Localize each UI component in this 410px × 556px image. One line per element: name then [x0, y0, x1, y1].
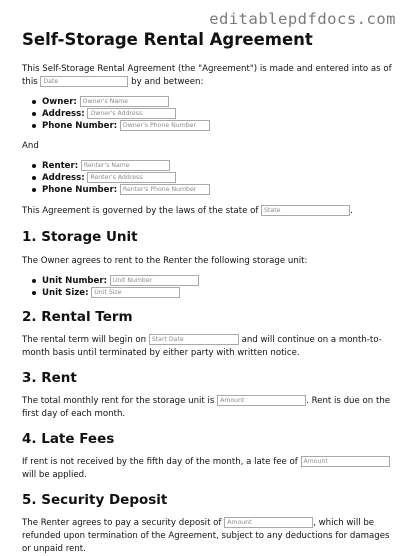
- rent-paragraph: [22, 395, 392, 421]
- renter-address-row: [42, 172, 392, 184]
- owner-address-row: [42, 108, 392, 120]
- agreement-date-field[interactable]: Date: [40, 76, 128, 87]
- owner-name-row: [42, 96, 392, 108]
- rental-term-text-after: and will continue on a month-to-month basis until terminated by either party with written notice.: [22, 335, 382, 358]
- intro-text: This Self-Storage Rental Agreement (the "Agreement") is made and entered into as of this: [22, 64, 392, 87]
- unit-size-row: [42, 287, 392, 299]
- owner-phone-row: [42, 120, 392, 132]
- security-deposit-text: The Renter agrees to pay a security deposit of: [22, 518, 222, 528]
- renter-address-label: Address:: [42, 173, 85, 183]
- owner-field-list: [22, 96, 392, 132]
- and-text: And: [22, 141, 39, 151]
- site-watermark: editablepdfdocs.com: [209, 10, 396, 28]
- state-field[interactable]: State: [261, 205, 350, 216]
- renter-name-field[interactable]: Renter's Name: [81, 160, 170, 171]
- unit-number-field[interactable]: Unit Number: [110, 275, 199, 286]
- late-fees-text-after: will be applied.: [22, 470, 87, 480]
- renter-phone-label: Phone Number:: [42, 185, 118, 195]
- section-late-fees-heading: 4. Late Fees: [22, 431, 115, 447]
- late-fees-text: If rent is not received by the fifth day of the month, a late fee of: [22, 457, 298, 467]
- owner-phone-field[interactable]: Owner's Phone Number: [120, 120, 210, 131]
- section-security-deposit-heading: 5. Security Deposit: [22, 492, 168, 508]
- unit-number-row: [42, 275, 392, 287]
- governing-law-paragraph: [22, 205, 392, 218]
- start-date-field[interactable]: Start Date: [149, 334, 239, 345]
- renter-address-field[interactable]: Renter's Address: [87, 172, 176, 183]
- late-fees-paragraph: [22, 456, 392, 482]
- unit-number-label: Unit Number:: [42, 276, 108, 286]
- renter-name-label: Renter:: [42, 161, 79, 171]
- security-deposit-paragraph: [22, 517, 392, 556]
- intro-paragraph: [22, 63, 392, 89]
- late-fee-amount-field[interactable]: Amount: [301, 456, 390, 467]
- owner-address-label: Address:: [42, 109, 85, 119]
- rent-amount-field[interactable]: Amount: [217, 395, 306, 406]
- rent-text: The total monthly rent for the storage unit is: [22, 396, 215, 406]
- document-title: Self-Storage Rental Agreement: [22, 30, 313, 49]
- security-deposit-text-after: , which will be refunded upon termination of the Agreement, subject to any deductions for damages or unpaid rent.: [22, 518, 390, 554]
- unit-size-field[interactable]: Unit Size: [91, 287, 180, 298]
- owner-address-field[interactable]: Owner's Address: [87, 108, 176, 119]
- rent-text-after: . Rent is due on the first day of each month.: [22, 396, 391, 419]
- intro-text-after: by and between:: [131, 77, 204, 87]
- renter-phone-field[interactable]: Renter's Phone Number: [120, 184, 210, 195]
- renter-phone-row: [42, 184, 392, 196]
- governing-text: This Agreement is governed by the laws of the state of: [22, 206, 259, 216]
- section-rent-heading: 3. Rent: [22, 370, 77, 386]
- deposit-amount-field[interactable]: Amount: [224, 517, 313, 528]
- unit-field-list: [22, 275, 392, 299]
- renter-name-row: [42, 160, 392, 172]
- section-storage-unit-heading: 1. Storage Unit: [22, 229, 138, 245]
- governing-period: .: [350, 206, 353, 216]
- owner-phone-label: Phone Number:: [42, 121, 118, 131]
- storage-unit-text: The Owner agrees to rent to the Renter the following storage unit:: [22, 256, 308, 266]
- section-rental-term-heading: 2. Rental Term: [22, 309, 133, 325]
- owner-name-field[interactable]: Owner's Name: [80, 96, 169, 107]
- document-page: [22, 30, 392, 556]
- unit-size-label: Unit Size:: [42, 288, 89, 298]
- renter-field-list: [22, 160, 392, 196]
- owner-name-label: Owner:: [42, 97, 77, 107]
- rental-term-paragraph: [22, 334, 392, 360]
- rental-term-text: The rental term will begin on: [22, 335, 147, 345]
